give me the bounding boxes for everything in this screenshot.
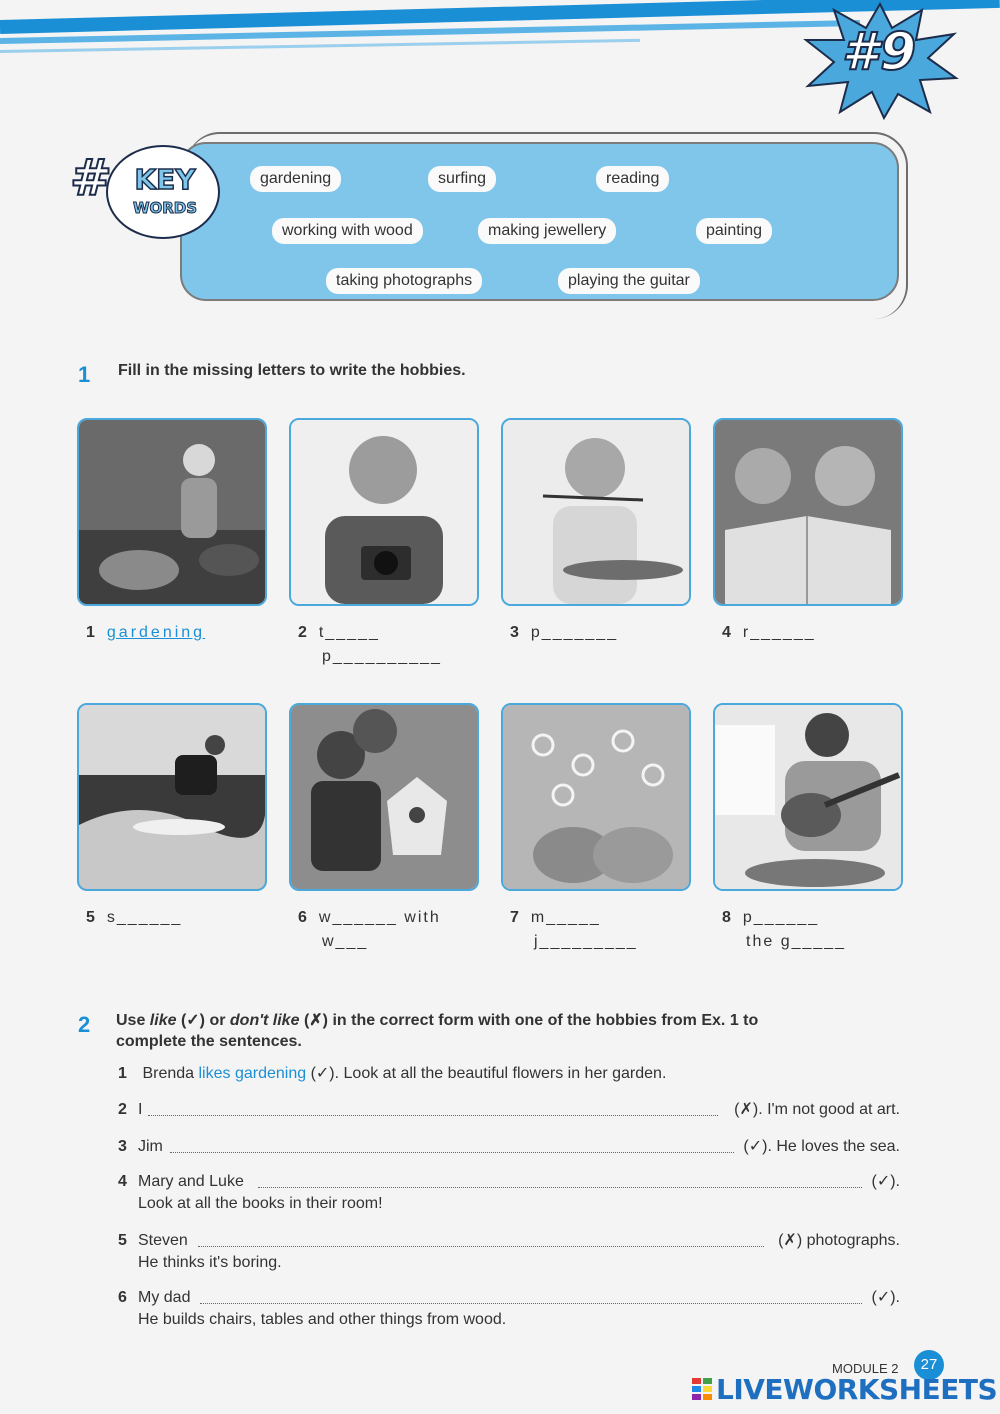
module-label: MODULE 2 bbox=[832, 1361, 899, 1376]
item-number: 1 bbox=[118, 1065, 127, 1082]
unit-number: #9 bbox=[841, 22, 919, 82]
girl-guitar-image bbox=[715, 705, 901, 889]
hobby-item-8-line2 bbox=[746, 931, 846, 953]
sentence-continuation: He builds chairs, tables and other things from wood. bbox=[138, 1311, 507, 1328]
photo-taking-photographs bbox=[289, 418, 479, 606]
item-number: 8 bbox=[722, 909, 731, 926]
exercise-number: 2 bbox=[78, 1012, 91, 1037]
hobby-item-3 bbox=[510, 622, 618, 644]
sentence-end: (✗). I'm not good at art. bbox=[734, 1101, 900, 1118]
item-number: 3 bbox=[510, 624, 519, 641]
liveworksheets-brand[interactable]: LIVEWORKSHEETS bbox=[716, 1373, 998, 1406]
photo-gardening bbox=[77, 418, 267, 606]
hobby-item-2-line2 bbox=[322, 646, 442, 668]
answer-text[interactable]: gardening bbox=[106, 624, 206, 641]
hobby-item-1 bbox=[86, 622, 205, 644]
girl-gardening-image bbox=[79, 420, 265, 604]
answer-line[interactable] bbox=[148, 1115, 718, 1116]
key-word-chip: painting bbox=[696, 218, 772, 244]
hobby-item-7-line2 bbox=[534, 931, 638, 953]
hobby-item-8 bbox=[722, 907, 819, 929]
sentence-5 bbox=[118, 1230, 900, 1274]
answer-line[interactable] bbox=[198, 1246, 764, 1247]
sentence-end: (✗) photographs. bbox=[778, 1232, 900, 1249]
sentence-text: Brenda bbox=[142, 1065, 199, 1082]
photo-making-jewellery bbox=[501, 703, 691, 891]
blank-field[interactable]: p_______ bbox=[530, 624, 619, 641]
exercise-instruction bbox=[116, 1010, 916, 1052]
photo-surfing bbox=[77, 703, 267, 891]
item-number: 6 bbox=[298, 909, 307, 926]
key-word-chip: gardening bbox=[250, 166, 341, 192]
blank-field[interactable]: t_____ bbox=[318, 624, 380, 641]
sentence-6 bbox=[118, 1287, 900, 1331]
sentence-1 bbox=[118, 1063, 900, 1085]
blank-field[interactable]: p______ bbox=[742, 909, 820, 926]
photo-painting bbox=[501, 418, 691, 606]
item-number: 5 bbox=[86, 909, 95, 926]
key-words-logo bbox=[70, 135, 230, 255]
sentence-end: (✓). bbox=[871, 1173, 900, 1190]
item-number: 7 bbox=[510, 909, 519, 926]
photo-working-with-wood bbox=[289, 703, 479, 891]
blank-field[interactable]: w___ bbox=[322, 933, 369, 950]
sentence-3 bbox=[118, 1136, 900, 1158]
blank-field[interactable]: j_________ bbox=[534, 933, 638, 950]
item-number: 3 bbox=[118, 1138, 127, 1155]
children-reading-image bbox=[715, 420, 901, 604]
item-number: 2 bbox=[298, 624, 307, 641]
hobby-item-2 bbox=[298, 622, 380, 644]
key-word-chip: making jewellery bbox=[478, 218, 616, 244]
key-word-chip: taking photographs bbox=[326, 268, 482, 294]
blank-field[interactable]: the g_____ bbox=[746, 933, 847, 950]
girl-painting-image bbox=[503, 420, 689, 604]
hash-icon: # bbox=[70, 149, 112, 207]
key-word-chip: working with wood bbox=[272, 218, 423, 244]
woodwork-image bbox=[291, 705, 477, 889]
unit-badge bbox=[800, 0, 960, 120]
item-number: 5 bbox=[118, 1232, 127, 1249]
blank-field[interactable]: m_____ bbox=[530, 909, 601, 926]
key-label: KEY bbox=[134, 163, 196, 196]
sentence-text: My dad bbox=[138, 1289, 191, 1306]
answer-line[interactable] bbox=[200, 1303, 862, 1304]
answer-line[interactable] bbox=[258, 1187, 862, 1188]
instruction-text: in the correct form with one of the hobbies from Ex. 1 to bbox=[328, 1012, 759, 1029]
sentence-2 bbox=[118, 1099, 900, 1121]
hobby-item-7 bbox=[510, 907, 601, 929]
instruction-text: or bbox=[205, 1012, 230, 1029]
item-number: 4 bbox=[722, 624, 731, 641]
tick-mark: (✓) bbox=[180, 1012, 205, 1029]
photo-playing-the-guitar bbox=[713, 703, 903, 891]
blank-field[interactable]: s______ bbox=[106, 909, 183, 926]
sentence-continuation: He thinks it's boring. bbox=[138, 1254, 282, 1271]
exercise-number: 1 bbox=[78, 362, 91, 387]
boy-with-camera-image bbox=[291, 420, 477, 604]
key-word-chip: surfing bbox=[428, 166, 496, 192]
item-number: 6 bbox=[118, 1289, 127, 1306]
sentence-end: (✓). He loves the sea. bbox=[743, 1138, 900, 1155]
instruction-text: Use bbox=[116, 1012, 150, 1029]
exercise-instruction: Fill in the missing letters to write the hobbies. bbox=[118, 362, 466, 379]
cross-mark: (✗) bbox=[303, 1012, 328, 1029]
blank-field[interactable]: r______ bbox=[742, 624, 816, 641]
key-words-panel bbox=[180, 142, 899, 301]
dont-like-word: don't like bbox=[229, 1012, 300, 1029]
blank-field[interactable]: w______ with bbox=[318, 909, 441, 926]
photo-reading bbox=[713, 418, 903, 606]
hobby-item-4 bbox=[722, 622, 816, 644]
jewellery-image bbox=[503, 705, 689, 889]
page-number: 27 bbox=[914, 1350, 944, 1380]
sentence-text: Jim bbox=[138, 1138, 163, 1155]
hobby-item-6-line2 bbox=[322, 931, 368, 953]
item-number: 1 bbox=[86, 624, 95, 641]
sentence-text: I bbox=[138, 1101, 143, 1118]
item-number: 4 bbox=[118, 1173, 127, 1190]
blank-field[interactable]: p__________ bbox=[322, 648, 442, 665]
liveworksheets-logo-icon bbox=[692, 1378, 712, 1400]
answer-text[interactable]: likes gardening bbox=[198, 1065, 307, 1082]
key-word-chip: playing the guitar bbox=[558, 268, 700, 294]
sentence-text: (✓). Look at all the beautiful flowers in her garden. bbox=[306, 1065, 667, 1082]
sentence-text: Mary and Luke bbox=[138, 1173, 244, 1190]
sentence-text: Steven bbox=[138, 1232, 188, 1249]
sentence-continuation: Look at all the books in their room! bbox=[138, 1195, 383, 1212]
sentence-4 bbox=[118, 1171, 900, 1215]
words-label: WORDS bbox=[132, 199, 198, 217]
boy-surfing-image bbox=[79, 705, 265, 889]
sentence-end: (✓). bbox=[871, 1289, 900, 1306]
hobby-item-5 bbox=[86, 907, 182, 929]
key-word-chip: reading bbox=[596, 166, 669, 192]
like-word: like bbox=[149, 1012, 177, 1029]
hobby-item-6 bbox=[298, 907, 441, 929]
item-number: 2 bbox=[118, 1101, 127, 1118]
instruction-text: complete the sentences. bbox=[116, 1033, 302, 1050]
answer-line[interactable] bbox=[170, 1152, 734, 1153]
